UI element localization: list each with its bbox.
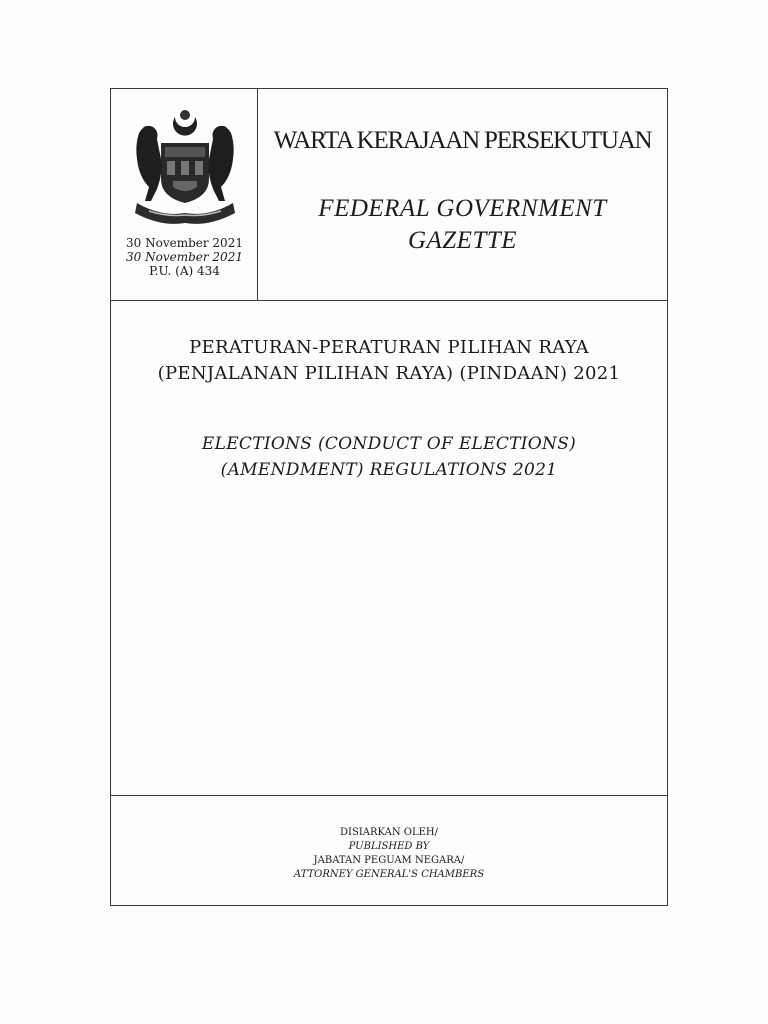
gazette-title-malay: WARTA KERAJAAN PERSEKUTUAN <box>273 127 652 154</box>
regulation-title-malay-line2: (PENJALANAN PILIHAN RAYA) (PINDAAN) 2021 <box>157 363 621 384</box>
gazette-title-english-line2: GAZETTE <box>407 227 518 254</box>
regulation-title-english-line1: ELECTIONS (CONDUCT OF ELECTIONS) <box>201 434 577 454</box>
publisher-footer <box>111 795 667 907</box>
gazette-title-english-line1: FEDERAL GOVERNMENT <box>318 195 607 222</box>
regulation-title-english-line2: (AMENDMENT) REGULATIONS 2021 <box>220 460 558 480</box>
gazette-title-english <box>258 193 667 257</box>
published-by-malay: DISIARKAN OLEH/ <box>340 827 438 838</box>
date-malay: 30 November 2021 <box>126 236 243 250</box>
publisher-malay: JABATAN PEGUAM NEGARA/ <box>313 855 465 866</box>
date-english: 30 November 2021 <box>126 250 243 264</box>
publisher-english: ATTORNEY GENERAL'S CHAMBERS <box>293 869 485 880</box>
regulation-title-english <box>111 431 667 483</box>
malaysia-coat-of-arms-icon <box>129 103 241 225</box>
regulation-title-malay <box>111 335 667 387</box>
gazette-date-block <box>111 236 258 278</box>
crest-cell <box>111 89 258 300</box>
gazette-header <box>111 89 667 301</box>
pu-number: P.U. (A) 434 <box>149 264 220 278</box>
regulation-title-malay-line1: PERATURAN-PERATURAN PILIHAN RAYA <box>189 337 589 358</box>
publisher-block <box>111 826 667 882</box>
gazette-cover-frame <box>110 88 668 906</box>
published-by-english: PUBLISHED BY <box>348 841 430 852</box>
gazette-title-cell <box>258 89 667 300</box>
